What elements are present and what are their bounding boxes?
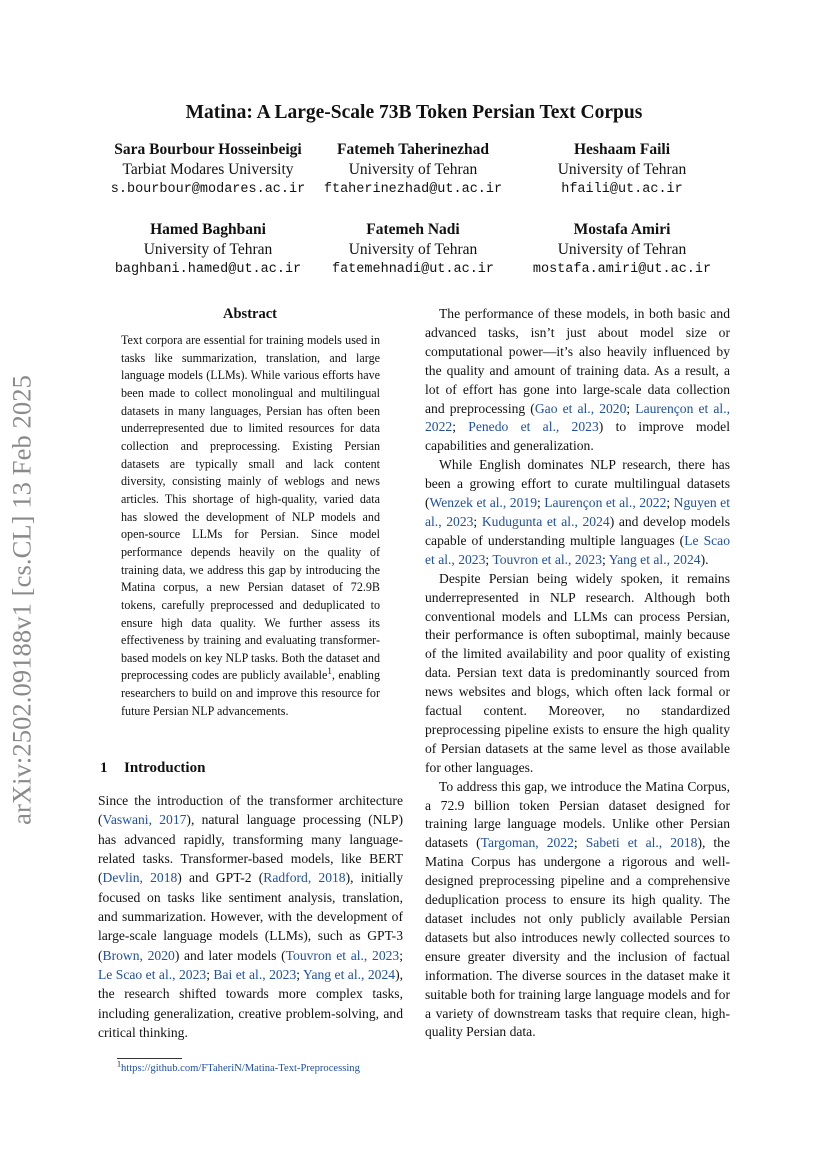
section-heading-introduction: [100, 760, 205, 777]
author-block: [520, 220, 724, 280]
section-number: 1: [100, 760, 108, 776]
author-name: Fatemeh Nadi: [366, 221, 460, 238]
author-name: Heshaam Faili: [573, 141, 670, 158]
abstract-text: Text corpora are essential for training models used in tasks like summarization, translation, and large language models (LLMs). While various efforts have been made to collect monolingual and multilingual datasets in many languages, Persian has often been underrepresented due to limited resources for data collection and preprocessing. Existing Persian datasets are typically small and lack content diversity, consisting mainly of weblogs and news articles. This shortage of high-quality, varied data has slowed the development of NLP models and open-source LLMs for Persian. Since model performance depends heavily on the quality of training data, we address this gap by introducing the Matina corpus, a new Persian dataset of 72.9B tokens, carefully preprocessed and deduplicated to ensure high data quality. We further assess its effectiveness by training and evaluating transformer-based models on key NLP tasks. Both the dataset and preprocessing codes are publicly available: [121, 333, 380, 683]
right-column: [425, 305, 730, 1042]
author-block: [310, 220, 516, 280]
footnote-marker[interactable]: 1: [327, 666, 332, 677]
paragraph: [425, 456, 730, 569]
text-run: ).: [700, 551, 709, 567]
citation-link[interactable]: Touvron et al., 2023: [492, 551, 603, 567]
author-name: Mostafa Amiri: [573, 221, 671, 238]
text-run: ;: [626, 400, 636, 416]
citation-link[interactable]: Le Scao et al., 2023: [98, 967, 207, 983]
text-run: ) and GPT-2 (: [177, 870, 264, 886]
author-block: [96, 220, 320, 280]
abstract-text-end: , enabling researchers to build on and improve this resource for future Persian NLP advancements.: [121, 668, 380, 718]
author-affiliation: University of Tehran: [557, 161, 687, 178]
text-run: ), the Matina Corpus has undergone a rigorous and well-designed preprocessing pipeline and a comprehensive deduplication process to ensure its high quality. The dataset includes not only publicly available Persian datasets but also introduces newly collected sources to ensure greater diversity and the inclusion of factual information. The diverse sources in the dataset make it suitable both for training large language models and for a variety of downstream tasks that require clean, high-quality Persian data.: [425, 835, 731, 1040]
text-run: While English dominates NLP research, there has been a growing effort to curate multilingual datasets (: [425, 457, 730, 511]
text-run: ;: [452, 419, 469, 435]
footnote-url-link[interactable]: https://github.com/FTaheriN/Matina-Text-Preprocessing: [121, 1063, 360, 1074]
author-email[interactable]: baghbani.hamed@ut.ac.ir: [114, 262, 302, 277]
text-run: ) to improve model capabilities and generalization.: [425, 419, 730, 454]
text-run: ;: [666, 495, 674, 511]
text-run: ;: [296, 967, 303, 983]
citation-link[interactable]: Touvron et al., 2023: [285, 947, 400, 963]
citation-link[interactable]: Gao et al., 2020: [534, 400, 627, 416]
author-block: [520, 140, 724, 200]
citation-link[interactable]: Laurençon et al., 2022: [544, 495, 667, 511]
citation-link[interactable]: Kudugunta et al., 2024: [481, 513, 610, 529]
citation-link[interactable]: Laurençon et al., 2022: [425, 400, 730, 435]
citation-link[interactable]: Wenzek et al., 2019: [429, 495, 537, 511]
citation-link[interactable]: Bai et al., 2023: [213, 967, 297, 983]
paragraph: Despite Persian being widely spoken, it remains underrepresented in NLP research. Although both conventional models and LLMs can process Persian, their performance is often suboptimal, mainly because of the limited availability and poor quality of existing data. Persian text data is predominantly sourced from news websites and blogs, which often lack formal or factual content. Moreover, no standardized preprocessing pipeline exists to ensure the high quality of Persian datasets at the same level as those available for other languages.: [425, 570, 730, 775]
text-run: ;: [485, 551, 493, 567]
section-title: Introduction: [124, 760, 206, 776]
author-block: [88, 140, 328, 200]
citation-link[interactable]: Vaswani, 2017: [102, 812, 187, 828]
paper-title: Matina: A Large-Scale 73B Token Persian Text Corpus: [185, 102, 643, 123]
author-affiliation: University of Tehran: [557, 241, 687, 258]
author-email[interactable]: hfaili@ut.ac.ir: [561, 182, 683, 197]
citation-link[interactable]: Targoman, 2022: [480, 835, 574, 851]
author-affiliation: Tarbiat Modares University: [122, 161, 294, 178]
text-run: ;: [206, 967, 214, 983]
author-email[interactable]: fatemehnadi@ut.ac.ir: [331, 262, 495, 277]
citation-link[interactable]: Yang et al., 2024: [303, 967, 396, 983]
text-run: The performance of these models, in both basic and advanced tasks, isn’t just about model size or computational power—it’s also heavily influenced by the quality and amount of training data. As a result, a lot of effort has gone into large-scale data collection and preprocessing (: [425, 306, 730, 416]
citation-link[interactable]: Nguyen et al., 2023: [425, 495, 730, 529]
paragraph: [425, 305, 730, 456]
text-run: ), the research shifted towards more complex tasks, including generalization, creative problem-solving, and critical thinking.: [98, 967, 403, 1041]
paragraph: [425, 778, 730, 1043]
author-affiliation: University of Tehran: [348, 161, 478, 178]
citation-link[interactable]: Penedo et al., 2023: [468, 419, 599, 435]
text-run: ;: [399, 947, 403, 963]
text-run: ) and develop models capable of understanding multiple languages (: [425, 513, 730, 548]
footnote-number: 1: [117, 1059, 121, 1069]
text-run: ), initially focused on tasks like sentiment analysis, translation, and summarization. However, with the development of large-scale language models (LLMs), such as GPT-3 (: [98, 870, 403, 963]
text-run: ) and later models (: [174, 947, 286, 963]
citation-link[interactable]: Le Scao et al., 2023: [425, 532, 730, 567]
text-run: To address this gap, we introduce the Matina Corpus, a 72.9 billion token Persian dataset designed for training large language models. Unlike other Persian datasets (: [425, 778, 730, 851]
author-email[interactable]: ftaherinezhad@ut.ac.ir: [323, 182, 503, 197]
footnote: [117, 1059, 360, 1074]
author-name: Sara Bourbour Hosseinbeigi: [114, 141, 302, 158]
citation-link[interactable]: Devlin, 2018: [102, 870, 178, 886]
author-affiliation: University of Tehran: [348, 241, 478, 258]
author-email[interactable]: mostafa.amiri@ut.ac.ir: [532, 262, 712, 277]
author-name: Hamed Baghbani: [150, 221, 266, 238]
citation-link[interactable]: Yang et al., 2024: [608, 551, 701, 567]
author-affiliation: University of Tehran: [143, 241, 273, 258]
abstract-body: [121, 332, 380, 720]
author-email[interactable]: s.bourbour@modares.ac.ir: [110, 182, 306, 197]
citation-link[interactable]: Brown, 2020: [102, 947, 175, 963]
text-run: ;: [473, 513, 482, 529]
footnote-divider: [117, 1058, 182, 1059]
citation-link[interactable]: Radford, 2018: [263, 870, 346, 886]
text-run: ;: [573, 835, 586, 851]
arxiv-stamp-text: arXiv:2502.09188v1 [cs.CL] 13 Feb 2025: [6, 375, 37, 825]
intro-paragraph: [98, 791, 403, 1042]
text-run: ), natural language processing (NLP) has advanced rapidly, transforming many language-related tasks. Transformer-based models, like BERT (: [98, 812, 403, 886]
text-run: ;: [537, 495, 545, 511]
text-run: ;: [602, 551, 609, 567]
text-run: Since the introduction of the transformer architecture (: [98, 793, 403, 828]
citation-link[interactable]: Sabeti et al., 2018: [585, 835, 698, 851]
abstract-heading: Abstract: [223, 306, 277, 322]
author-name: Fatemeh Taherinezhad: [337, 141, 489, 158]
author-block: [300, 140, 526, 200]
